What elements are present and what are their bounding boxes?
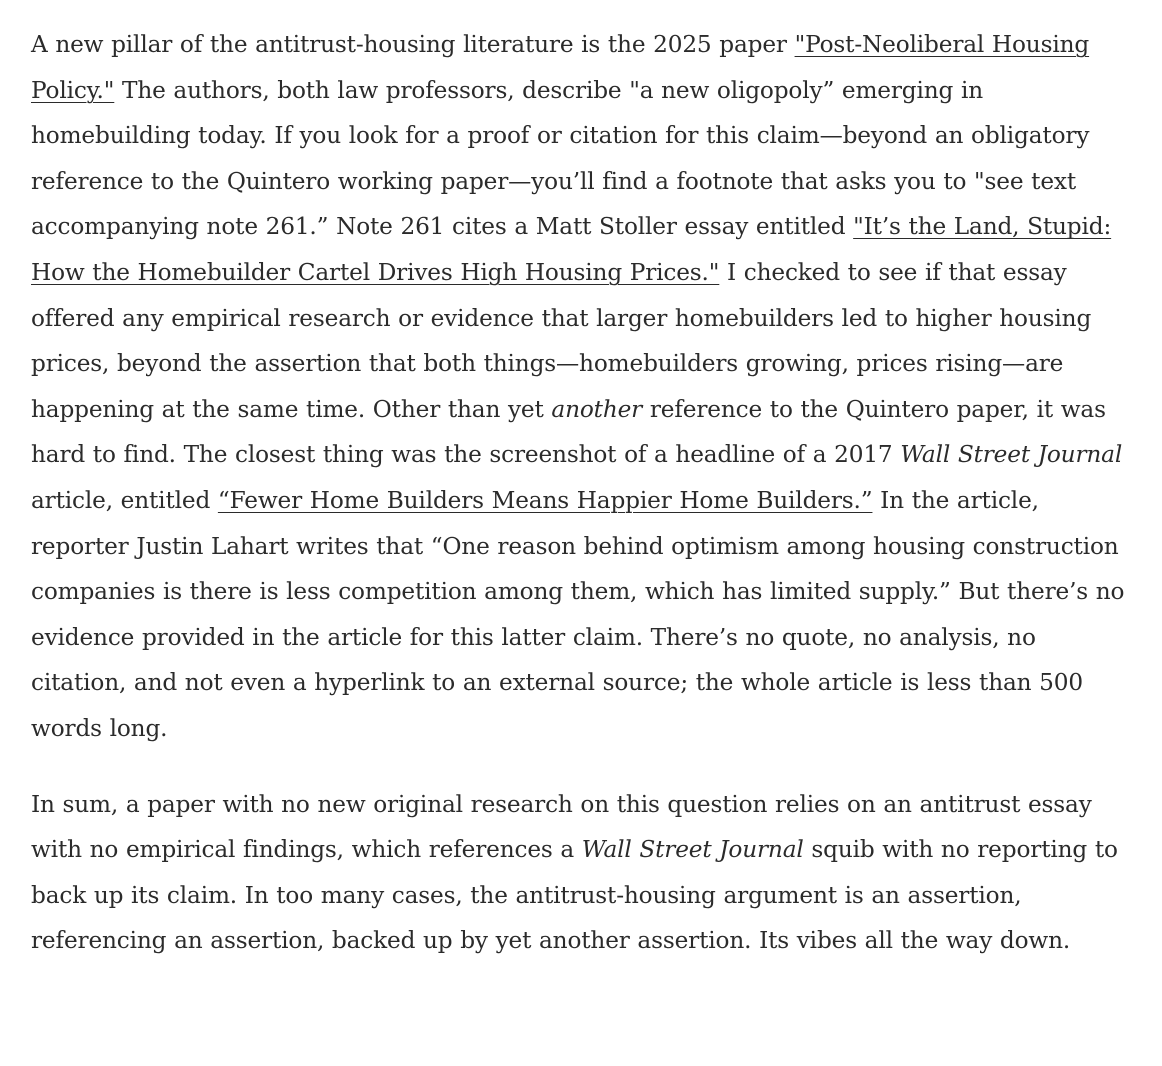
- italic-text: Wall Street Journal: [900, 441, 1123, 469]
- italic-text: Wall Street Journal: [581, 836, 804, 864]
- body-text: A new pillar of the antitrust-housing literature is the 2025 paper: [31, 31, 795, 58]
- paragraph: [31, 782, 1126, 964]
- paragraph: [31, 22, 1126, 752]
- article-link[interactable]: “Fewer Home Builders Means Happier Home Builders.”: [217, 486, 873, 514]
- body-text: In sum, a paper with no new original research on this question relies on an antitrust essay with no empirical findings, which references a: [31, 790, 1092, 864]
- body-text: reference to the Quintero paper, it was hard to find. The closest thing was the screenshot of a headline of a 2017: [31, 395, 1106, 469]
- body-text: I checked to see if that essay offered any empirical research or evidence that larger homebuilders led to higher housing prices, beyond the assertion that both things—homebuilders growing, prices rising—are happening at the same time. Other than yet: [31, 258, 1092, 423]
- body-text: The authors, both law professors, describe "a new oligopoly” emerging in homebuilding today. If you look for a proof or citation for this claim—beyond an obligatory reference to the Quintero working paper—you’ll find a footnote that asks you to "see text accompanying note 261.” Note 261 cites a Matt Stoller essay entitled: [31, 76, 1090, 241]
- article-link[interactable]: "Post-Neoliberal Housing Policy.": [31, 31, 1090, 104]
- italic-text: another: [551, 395, 643, 423]
- body-text: article, entitled: [31, 486, 218, 514]
- body-text: squib with no reporting to back up its claim. In too many cases, the antitrust-housing argument is an assertion, referencing an assertion, backed up by yet another assertion. Its vibes all the way down.: [31, 836, 1118, 955]
- body-text: In the article, reporter Justin Lahart writes that “One reason behind optimism among housing construction companies is there is less competition among them, which has limited supply.” But there’s no evidence provided in the article for this latter claim. There’s no quote, no analysis, no citation, and not even a hyperlink to an external source; the whole article is less than 500 words long.: [31, 486, 1125, 742]
- article-body: [31, 22, 1126, 994]
- article-link[interactable]: "It’s the Land, Stupid: How the Homebuilder Cartel Drives High Housing Prices.": [31, 213, 1112, 286]
